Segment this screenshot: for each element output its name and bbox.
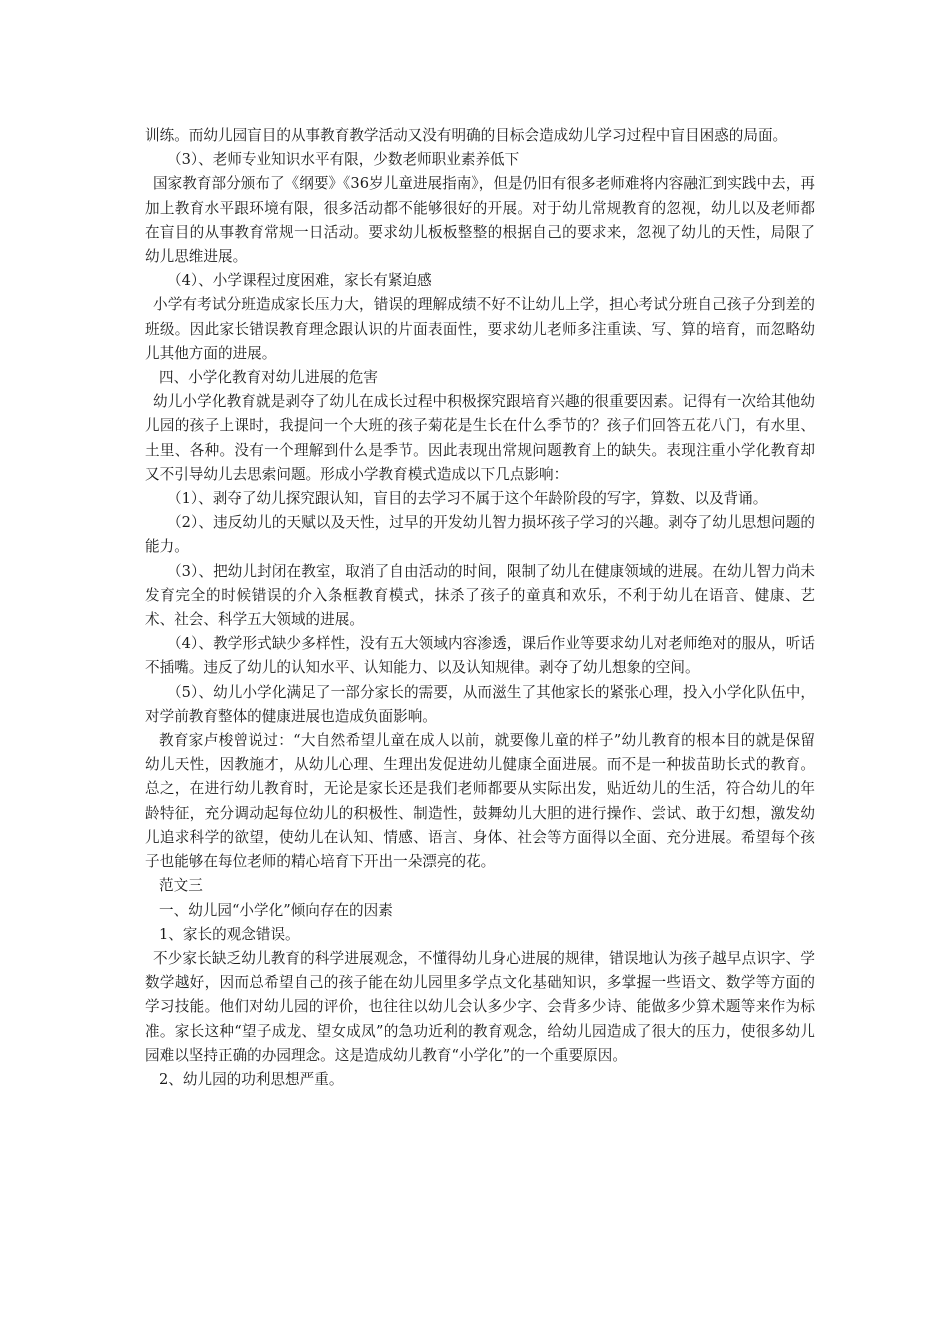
section-heading: 四、小学化教育对幼儿进展的危害	[159, 369, 378, 387]
paragraph: 国家教育部分颁布了《纲要》《36岁儿童进展指南》，但是仍旧有很多老师难将内容融汇到实践中去，再加上教育水平跟环境有限，很多活动都不能够很好的开展。对于幼儿常规教育的忽视，幼儿以及老师都在盲目的从事教育常规一日活动。要求幼儿板板整整的根据自己的要求来，忽视了幼儿的天性，局限了幼儿思维进展。	[145, 175, 815, 266]
list-item: （3）、把幼儿封闭在教室，取消了自由活动的时间，限制了幼儿在健康领域的进展。在幼儿智力尚未发育完全的时候错误的介入条框教育模式，抹杀了孩子的童真和欢乐，不利于幼儿在语音、健康、艺术、社会、科学五大领域的进展。	[145, 562, 815, 629]
list-item: （4）、教学形式缺少多样性，没有五大领域内容渗透，课后作业等要求幼儿对老师绝对的服从，听话不插嘴。违反了幼儿的认知水平、认知能力、以及认知规律。剥夺了幼儿想象的空间。	[145, 635, 815, 677]
list-item: （1）、剥夺了幼儿探究跟认知，盲目的去学习不属于这个年龄阶段的写字，算数、以及背诵。	[167, 490, 768, 508]
section-heading: （3）、老师专业知识水平有限，少数老师职业素养低下	[167, 151, 520, 169]
section-heading: 一、幼儿园“小学化”倾向存在的因素	[159, 901, 393, 919]
document-page	[145, 124, 815, 1092]
list-item: （5）、幼儿小学化满足了一部分家长的需要，从而滋生了其他家长的紧张心理，投入小学化队伍中，对学前教育整体的健康进展也造成负面影响。	[145, 683, 815, 725]
section-heading: 1、家长的观念错误。	[159, 925, 300, 943]
paragraph: 不少家长缺乏幼儿教育的科学进展观念，不懂得幼儿身心进展的规律，错误地认为孩子越早点识字、学数学越好，因而总希望自己的孩子能在幼儿园里多学点文化基础知识，多掌握一些语文、数学等方面的学习技能。他们对幼儿园的评价，也往往以幼儿会认多少字、会背多少诗、能做多少算术题等来作为标准。家长这种“望子成龙、望女成凤”的急功近利的教育观念，给幼儿园造成了很大的压力，使很多幼儿园难以坚持正确的办园理念。这是造成幼儿教育“小学化”的一个重要原因。	[145, 949, 815, 1064]
list-item: （2）、违反幼儿的天赋以及天性，过早的开发幼儿智力损坏孩子学习的兴趣。剥夺了幼儿思想问题的能力。	[145, 514, 815, 556]
paragraph: 小学有考试分班造成家长压力大，错误的理解成绩不好不让幼儿上学，担心考试分班自己孩子分到差的班级。因此家长错误教育理念跟认识的片面表面性，要求幼儿老师多注重读、写、算的培育，而忽略幼儿其他方面的进展。	[145, 296, 815, 362]
paragraph: 幼儿小学化教育就是剥夺了幼儿在成长过程中积极探究跟培育兴趣的很重要因素。记得有一次给其他幼儿园的孩子上课时，我提问一个大班的孩子菊花是生长在什么季节的？孩子们回答五花八门，有水里、土里、各种。没有一个理解到什么是季节。因此表现出常规问题教育上的缺失。表现注重小学化教育却又不引导幼儿去思索问题。形成小学教育模式造成以下几点影响：	[145, 393, 815, 483]
section-heading: 范文三	[159, 877, 203, 895]
section-heading: （4）、小学课程过度困难，家长有紧迫感	[167, 272, 432, 290]
section-heading: 2、幼儿园的功利思想严重。	[159, 1070, 344, 1088]
paragraph: 教育家卢梭曾说过：“大自然希望儿童在成人以前，就要像儿童的样子”幼儿教育的根本目的就是保留幼儿天性，因教施才，从幼儿心理、生理出发促进幼儿健康全面进展。而不是一种拔苗助长式的教育。总之，在进行幼儿教育时，无论是家长还是我们老师都要从实际出发，贴近幼儿的生活，符合幼儿的年龄特征，充分调动起每位幼儿的积极性、制造性，鼓舞幼儿大胆的进行操作、尝试、敢于幻想，激发幼儿追求科学的欲望，使幼儿在认知、情感、语言、身体、社会等方面得以全面、充分进展。希望每个孩子也能够在每位老师的精心培育下开出一朵漂亮的花。	[145, 732, 815, 871]
paragraph: 训练。而幼儿园盲目的从事教育教学活动又没有明确的目标会造成幼儿学习过程中盲目困惑的局面。	[145, 127, 788, 144]
